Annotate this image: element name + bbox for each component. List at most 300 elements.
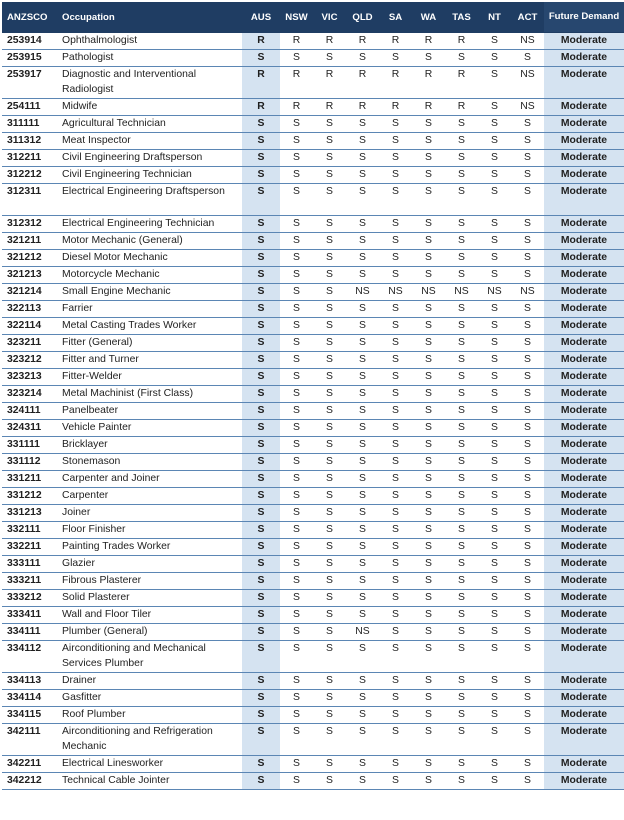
anzsco-cell: 321213 xyxy=(2,267,57,284)
anzsco-cell: 331211 xyxy=(2,471,57,488)
anzsco-cell: 324111 xyxy=(2,403,57,420)
nsw-cell: S xyxy=(280,369,313,386)
occupation-cell: Metal Casting Trades Worker xyxy=(57,318,242,335)
nsw-cell: S xyxy=(280,167,313,184)
wa-cell: S xyxy=(412,556,445,573)
aus-cell: R xyxy=(242,33,280,50)
act-cell: S xyxy=(511,573,544,590)
occupation-cell: Stonemason xyxy=(57,454,242,471)
tas-cell: S xyxy=(445,216,478,233)
table-row xyxy=(2,590,624,607)
vic-cell: S xyxy=(313,505,346,522)
sa-cell: S xyxy=(379,267,412,284)
header-nsw: NSW xyxy=(280,2,313,33)
qld-cell: S xyxy=(346,386,379,403)
act-cell: S xyxy=(511,369,544,386)
aus-cell: S xyxy=(242,167,280,184)
tas-cell: S xyxy=(445,590,478,607)
nt-cell: S xyxy=(478,488,511,505)
tas-cell: S xyxy=(445,724,478,756)
header-anzsco: ANZSCO xyxy=(2,2,57,33)
nsw-cell: S xyxy=(280,233,313,250)
occupation-cell: Bricklayer xyxy=(57,437,242,454)
header-vic: VIC xyxy=(313,2,346,33)
act-cell: S xyxy=(511,267,544,284)
qld-cell: S xyxy=(346,233,379,250)
anzsco-cell: 334113 xyxy=(2,673,57,690)
sa-cell: S xyxy=(379,690,412,707)
sa-cell: S xyxy=(379,420,412,437)
table-row xyxy=(2,641,624,673)
occupation-cell: Midwife xyxy=(57,99,242,116)
vic-cell: S xyxy=(313,233,346,250)
table-row xyxy=(2,522,624,539)
sa-cell: S xyxy=(379,641,412,673)
nt-cell: S xyxy=(478,673,511,690)
sa-cell: R xyxy=(379,33,412,50)
tas-cell: S xyxy=(445,673,478,690)
vic-cell: S xyxy=(313,756,346,773)
act-cell: S xyxy=(511,773,544,790)
occupation-cell: Diagnostic and Interventional Radiologist xyxy=(57,67,242,99)
occupation-cell: Electrical Engineering Draftsperson xyxy=(57,184,242,216)
future-demand-cell: Moderate xyxy=(544,707,624,724)
sa-cell: S xyxy=(379,133,412,150)
table-body xyxy=(2,33,624,790)
wa-cell: R xyxy=(412,33,445,50)
qld-cell: S xyxy=(346,590,379,607)
anzsco-cell: 253917 xyxy=(2,67,57,99)
tas-cell: S xyxy=(445,335,478,352)
sa-cell: S xyxy=(379,352,412,369)
future-demand-cell: Moderate xyxy=(544,573,624,590)
act-cell: S xyxy=(511,50,544,67)
sa-cell: S xyxy=(379,150,412,167)
table-row xyxy=(2,50,624,67)
future-demand-cell: Moderate xyxy=(544,150,624,167)
table-row xyxy=(2,167,624,184)
wa-cell: S xyxy=(412,471,445,488)
nt-cell: S xyxy=(478,403,511,420)
header-future-demand: Future Demand xyxy=(544,2,624,33)
nt-cell: S xyxy=(478,67,511,99)
table-row xyxy=(2,437,624,454)
vic-cell: S xyxy=(313,724,346,756)
occupation-cell: Small Engine Mechanic xyxy=(57,284,242,301)
future-demand-cell: Moderate xyxy=(544,420,624,437)
vic-cell: S xyxy=(313,522,346,539)
anzsco-cell: 323213 xyxy=(2,369,57,386)
qld-cell: NS xyxy=(346,284,379,301)
future-demand-cell: Moderate xyxy=(544,641,624,673)
wa-cell: S xyxy=(412,437,445,454)
future-demand-cell: Moderate xyxy=(544,590,624,607)
act-cell: S xyxy=(511,216,544,233)
qld-cell: S xyxy=(346,184,379,216)
table-row xyxy=(2,352,624,369)
aus-cell: S xyxy=(242,318,280,335)
vic-cell: S xyxy=(313,403,346,420)
nsw-cell: S xyxy=(280,556,313,573)
tas-cell: S xyxy=(445,437,478,454)
qld-cell: S xyxy=(346,167,379,184)
nt-cell: S xyxy=(478,216,511,233)
anzsco-cell: 334112 xyxy=(2,641,57,673)
nt-cell: S xyxy=(478,556,511,573)
nt-cell: S xyxy=(478,607,511,624)
tas-cell: S xyxy=(445,301,478,318)
table-row xyxy=(2,33,624,50)
anzsco-cell: 331111 xyxy=(2,437,57,454)
vic-cell: R xyxy=(313,67,346,99)
aus-cell: S xyxy=(242,673,280,690)
tas-cell: S xyxy=(445,641,478,673)
qld-cell: S xyxy=(346,773,379,790)
vic-cell: S xyxy=(313,50,346,67)
aus-cell: S xyxy=(242,590,280,607)
occupation-cell: Fibrous Plasterer xyxy=(57,573,242,590)
occupation-cell: Electrical Engineering Technician xyxy=(57,216,242,233)
sa-cell: S xyxy=(379,437,412,454)
tas-cell: S xyxy=(445,607,478,624)
wa-cell: S xyxy=(412,386,445,403)
nt-cell: S xyxy=(478,386,511,403)
wa-cell: S xyxy=(412,454,445,471)
tas-cell: S xyxy=(445,454,478,471)
occupation-cell: Panelbeater xyxy=(57,403,242,420)
aus-cell: S xyxy=(242,756,280,773)
nt-cell: S xyxy=(478,773,511,790)
table-row xyxy=(2,99,624,116)
nt-cell: S xyxy=(478,150,511,167)
future-demand-cell: Moderate xyxy=(544,33,624,50)
wa-cell: S xyxy=(412,505,445,522)
table-row xyxy=(2,624,624,641)
future-demand-cell: Moderate xyxy=(544,756,624,773)
sa-cell: S xyxy=(379,505,412,522)
act-cell: S xyxy=(511,352,544,369)
tas-cell: S xyxy=(445,624,478,641)
vic-cell: S xyxy=(313,386,346,403)
tas-cell: S xyxy=(445,690,478,707)
wa-cell: S xyxy=(412,590,445,607)
qld-cell: S xyxy=(346,607,379,624)
sa-cell: S xyxy=(379,573,412,590)
aus-cell: S xyxy=(242,352,280,369)
vic-cell: S xyxy=(313,318,346,335)
nt-cell: S xyxy=(478,724,511,756)
anzsco-cell: 322114 xyxy=(2,318,57,335)
act-cell: S xyxy=(511,724,544,756)
occupation-cell: Vehicle Painter xyxy=(57,420,242,437)
tas-cell: S xyxy=(445,167,478,184)
qld-cell: R xyxy=(346,67,379,99)
table-row xyxy=(2,369,624,386)
anzsco-cell: 333211 xyxy=(2,573,57,590)
nsw-cell: S xyxy=(280,522,313,539)
act-cell: S xyxy=(511,607,544,624)
wa-cell: S xyxy=(412,318,445,335)
aus-cell: S xyxy=(242,335,280,352)
act-cell: S xyxy=(511,556,544,573)
tas-cell: S xyxy=(445,150,478,167)
nsw-cell: S xyxy=(280,724,313,756)
future-demand-cell: Moderate xyxy=(544,522,624,539)
table-row xyxy=(2,556,624,573)
act-cell: S xyxy=(511,522,544,539)
act-cell: S xyxy=(511,420,544,437)
table-row xyxy=(2,386,624,403)
anzsco-cell: 311111 xyxy=(2,116,57,133)
sa-cell: S xyxy=(379,624,412,641)
qld-cell: S xyxy=(346,267,379,284)
occupation-cell: Solid Plasterer xyxy=(57,590,242,607)
wa-cell: S xyxy=(412,624,445,641)
vic-cell: S xyxy=(313,352,346,369)
occupation-cell: Fitter-Welder xyxy=(57,369,242,386)
qld-cell: S xyxy=(346,539,379,556)
qld-cell: S xyxy=(346,150,379,167)
tas-cell: S xyxy=(445,369,478,386)
vic-cell: S xyxy=(313,216,346,233)
act-cell: S xyxy=(511,318,544,335)
act-cell: S xyxy=(511,454,544,471)
future-demand-cell: Moderate xyxy=(544,133,624,150)
act-cell: S xyxy=(511,539,544,556)
tas-cell: S xyxy=(445,403,478,420)
tas-cell: S xyxy=(445,233,478,250)
anzsco-cell: 312312 xyxy=(2,216,57,233)
table-row xyxy=(2,420,624,437)
vic-cell: S xyxy=(313,773,346,790)
act-cell: NS xyxy=(511,33,544,50)
wa-cell: S xyxy=(412,522,445,539)
nt-cell: S xyxy=(478,471,511,488)
wa-cell: S xyxy=(412,50,445,67)
aus-cell: S xyxy=(242,267,280,284)
nt-cell: S xyxy=(478,505,511,522)
anzsco-cell: 331212 xyxy=(2,488,57,505)
nt-cell: S xyxy=(478,250,511,267)
aus-cell: S xyxy=(242,233,280,250)
vic-cell: S xyxy=(313,607,346,624)
anzsco-cell: 321212 xyxy=(2,250,57,267)
wa-cell: S xyxy=(412,352,445,369)
future-demand-cell: Moderate xyxy=(544,284,624,301)
nt-cell: S xyxy=(478,707,511,724)
tas-cell: S xyxy=(445,522,478,539)
wa-cell: S xyxy=(412,150,445,167)
anzsco-cell: 312311 xyxy=(2,184,57,216)
aus-cell: S xyxy=(242,607,280,624)
tas-cell: S xyxy=(445,318,478,335)
sa-cell: S xyxy=(379,250,412,267)
future-demand-cell: Moderate xyxy=(544,556,624,573)
wa-cell: S xyxy=(412,184,445,216)
future-demand-cell: Moderate xyxy=(544,724,624,756)
tas-cell: S xyxy=(445,707,478,724)
nsw-cell: S xyxy=(280,216,313,233)
anzsco-cell: 311312 xyxy=(2,133,57,150)
tas-cell: S xyxy=(445,539,478,556)
vic-cell: S xyxy=(313,250,346,267)
anzsco-cell: 333212 xyxy=(2,590,57,607)
table-row xyxy=(2,773,624,790)
anzsco-cell: 321211 xyxy=(2,233,57,250)
tas-cell: R xyxy=(445,67,478,99)
tas-cell: R xyxy=(445,33,478,50)
table-row xyxy=(2,284,624,301)
table-row xyxy=(2,403,624,420)
sa-cell: S xyxy=(379,590,412,607)
sa-cell: S xyxy=(379,184,412,216)
table-row xyxy=(2,471,624,488)
nsw-cell: S xyxy=(280,386,313,403)
future-demand-cell: Moderate xyxy=(544,50,624,67)
nt-cell: S xyxy=(478,184,511,216)
nt-cell: S xyxy=(478,33,511,50)
qld-cell: S xyxy=(346,673,379,690)
nt-cell: S xyxy=(478,267,511,284)
aus-cell: R xyxy=(242,99,280,116)
qld-cell: S xyxy=(346,369,379,386)
act-cell: S xyxy=(511,488,544,505)
qld-cell: S xyxy=(346,133,379,150)
nt-cell: S xyxy=(478,50,511,67)
header-tas: TAS xyxy=(445,2,478,33)
nsw-cell: S xyxy=(280,505,313,522)
nsw-cell: S xyxy=(280,773,313,790)
aus-cell: S xyxy=(242,573,280,590)
nsw-cell: S xyxy=(280,267,313,284)
act-cell: NS xyxy=(511,67,544,99)
nt-cell: S xyxy=(478,420,511,437)
header-wa: WA xyxy=(412,2,445,33)
tas-cell: S xyxy=(445,756,478,773)
act-cell: S xyxy=(511,133,544,150)
act-cell: S xyxy=(511,167,544,184)
header-aus: AUS xyxy=(242,2,280,33)
act-cell: S xyxy=(511,335,544,352)
nsw-cell: S xyxy=(280,624,313,641)
vic-cell: S xyxy=(313,369,346,386)
anzsco-cell: 324311 xyxy=(2,420,57,437)
act-cell: S xyxy=(511,301,544,318)
aus-cell: S xyxy=(242,250,280,267)
qld-cell: S xyxy=(346,454,379,471)
nsw-cell: S xyxy=(280,301,313,318)
nt-cell: S xyxy=(478,522,511,539)
aus-cell: S xyxy=(242,773,280,790)
anzsco-cell: 333111 xyxy=(2,556,57,573)
wa-cell: S xyxy=(412,116,445,133)
aus-cell: S xyxy=(242,369,280,386)
sa-cell: S xyxy=(379,773,412,790)
qld-cell: S xyxy=(346,707,379,724)
sa-cell: S xyxy=(379,707,412,724)
occupation-cell: Electrical Linesworker xyxy=(57,756,242,773)
future-demand-cell: Moderate xyxy=(544,233,624,250)
qld-cell: S xyxy=(346,250,379,267)
future-demand-cell: Moderate xyxy=(544,673,624,690)
nsw-cell: S xyxy=(280,690,313,707)
nt-cell: S xyxy=(478,690,511,707)
aus-cell: S xyxy=(242,505,280,522)
vic-cell: S xyxy=(313,116,346,133)
table-row xyxy=(2,690,624,707)
nsw-cell: S xyxy=(280,573,313,590)
future-demand-cell: Moderate xyxy=(544,267,624,284)
aus-cell: S xyxy=(242,184,280,216)
table-row xyxy=(2,318,624,335)
aus-cell: S xyxy=(242,301,280,318)
anzsco-cell: 342111 xyxy=(2,724,57,756)
nsw-cell: S xyxy=(280,184,313,216)
sa-cell: S xyxy=(379,233,412,250)
vic-cell: S xyxy=(313,184,346,216)
header-qld: QLD xyxy=(346,2,379,33)
wa-cell: S xyxy=(412,773,445,790)
sa-cell: S xyxy=(379,556,412,573)
tas-cell: S xyxy=(445,556,478,573)
qld-cell: S xyxy=(346,556,379,573)
nt-cell: S xyxy=(478,116,511,133)
table-row xyxy=(2,335,624,352)
nsw-cell: R xyxy=(280,67,313,99)
qld-cell: R xyxy=(346,99,379,116)
qld-cell: S xyxy=(346,488,379,505)
table-row xyxy=(2,233,624,250)
occupation-cell: Roof Plumber xyxy=(57,707,242,724)
wa-cell: NS xyxy=(412,284,445,301)
occupation-cell: Wall and Floor Tiler xyxy=(57,607,242,624)
anzsco-cell: 331112 xyxy=(2,454,57,471)
tas-cell: S xyxy=(445,386,478,403)
header-row xyxy=(2,2,624,33)
aus-cell: S xyxy=(242,133,280,150)
act-cell: S xyxy=(511,624,544,641)
qld-cell: NS xyxy=(346,624,379,641)
vic-cell: S xyxy=(313,590,346,607)
anzsco-cell: 254111 xyxy=(2,99,57,116)
vic-cell: S xyxy=(313,284,346,301)
act-cell: S xyxy=(511,756,544,773)
sa-cell: S xyxy=(379,607,412,624)
anzsco-cell: 331213 xyxy=(2,505,57,522)
tas-cell: S xyxy=(445,471,478,488)
aus-cell: S xyxy=(242,150,280,167)
wa-cell: S xyxy=(412,673,445,690)
aus-cell: S xyxy=(242,556,280,573)
table-row xyxy=(2,67,624,99)
nsw-cell: S xyxy=(280,50,313,67)
anzsco-cell: 323212 xyxy=(2,352,57,369)
wa-cell: S xyxy=(412,641,445,673)
table-row xyxy=(2,707,624,724)
occupation-cell: Motor Mechanic (General) xyxy=(57,233,242,250)
qld-cell: S xyxy=(346,505,379,522)
anzsco-cell: 342211 xyxy=(2,756,57,773)
occupation-cell: Glazier xyxy=(57,556,242,573)
nt-cell: S xyxy=(478,301,511,318)
vic-cell: S xyxy=(313,335,346,352)
nsw-cell: R xyxy=(280,99,313,116)
anzsco-cell: 253915 xyxy=(2,50,57,67)
nsw-cell: S xyxy=(280,756,313,773)
wa-cell: S xyxy=(412,369,445,386)
sa-cell: S xyxy=(379,454,412,471)
wa-cell: R xyxy=(412,67,445,99)
